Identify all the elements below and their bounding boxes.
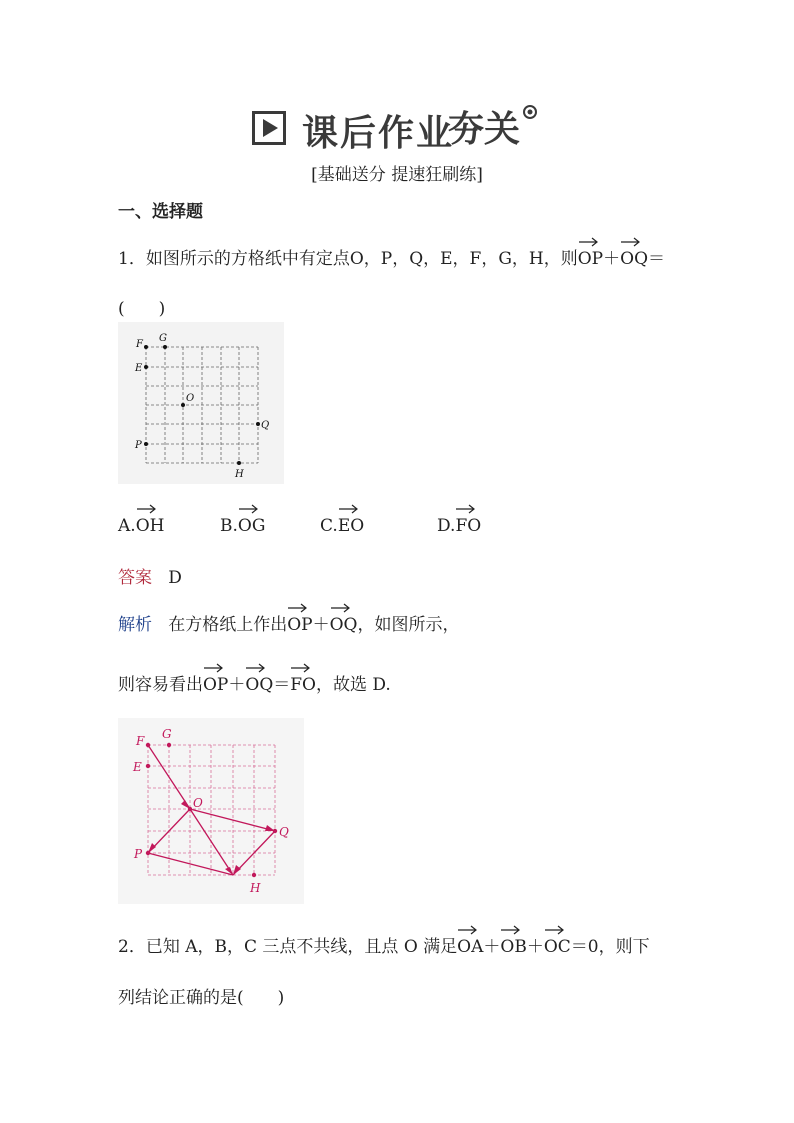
vector-arrow-icon: [287, 602, 307, 614]
section-title: 一、选择题: [118, 202, 203, 222]
vector-ob: OB: [500, 937, 526, 957]
point-h: [237, 461, 241, 465]
question-number: 1．: [118, 249, 146, 269]
vector-arrow-icon: [136, 503, 156, 515]
vector-oa: OA: [457, 937, 483, 957]
grid-figure-1: [118, 322, 284, 484]
vector-oq: OQ: [330, 615, 358, 635]
vector-oh: OH: [136, 516, 165, 536]
vector-arrow-icon: [544, 924, 564, 936]
label-g: G: [162, 727, 172, 741]
grid-figure-2: [118, 718, 304, 904]
point-h: [252, 873, 256, 877]
vector-arrow-icon: [338, 503, 358, 515]
label-g: G: [159, 333, 167, 344]
option-a[interactable]: A. OH: [118, 516, 164, 536]
analysis-label: 解析: [118, 615, 152, 635]
question-text: 如图所示的方格纸中有定点O，P，Q，E，F，G，H，则: [145, 249, 578, 269]
vector-oq: OQ: [620, 249, 648, 269]
label-o: O: [193, 796, 203, 810]
point-o: [188, 807, 192, 811]
point-e: [144, 365, 148, 369]
point-q: [273, 829, 277, 833]
vector-arrow-icon: [245, 662, 265, 674]
title-logo-icon: [446, 103, 540, 149]
label-e: E: [135, 363, 143, 374]
vector-arrow-icon: [455, 503, 475, 515]
point-g: [163, 345, 167, 349]
page-header: [0, 103, 794, 154]
svg-text:夯关: 夯关: [448, 109, 521, 149]
vector-fo: FO: [455, 516, 481, 536]
page-title: 课后作业: [302, 113, 455, 154]
answer-label: 答案: [118, 568, 152, 588]
question-2-line-2: 列结论正确的是( ): [118, 988, 285, 1008]
label-h: H: [235, 469, 244, 480]
label-f: F: [136, 339, 143, 350]
vector-arrow-icon: [238, 503, 258, 515]
vector-fo: FO: [290, 675, 316, 695]
point-o: [181, 403, 185, 407]
answer-value: D: [168, 568, 182, 588]
vector-arrow-icon: [457, 924, 477, 936]
vector-arrow-icon: [330, 602, 350, 614]
label-p: P: [135, 440, 142, 451]
vector-arrow-icon: [578, 236, 598, 248]
point-p: [146, 851, 150, 855]
vector-oc: OC: [544, 937, 571, 957]
label-h: H: [250, 881, 261, 895]
vector-eo: EO: [338, 516, 364, 536]
vector-op: OP: [578, 249, 603, 269]
option-c[interactable]: C. EO: [320, 516, 364, 536]
point-p: [144, 442, 148, 446]
point-g: [167, 743, 171, 747]
label-e: E: [133, 760, 142, 774]
vector-arrow-icon: [500, 924, 520, 936]
play-icon: [252, 111, 286, 145]
label-q: Q: [261, 420, 270, 431]
point-q: [256, 422, 260, 426]
answer-row: [118, 563, 182, 588]
equals-sign: ＝: [648, 249, 666, 269]
label-o: O: [186, 393, 195, 404]
vector-op: OP: [203, 675, 228, 695]
answer-blank: ( ): [118, 299, 166, 319]
plus-sign: ＋: [603, 249, 621, 269]
option-d[interactable]: D. FO: [437, 516, 481, 536]
analysis-line-2: 则容易看出 OP＋ OQ＝ FO，故选 D.: [118, 670, 391, 695]
vector-arrow-icon: [203, 662, 223, 674]
vector-oq: OQ: [245, 675, 273, 695]
analysis-line-1: 解析 在方格纸上作出 OP＋ OQ，如图所示，: [118, 610, 459, 635]
subtitle: [基础送分 提速狂刷练]: [311, 165, 483, 185]
vector-op: OP: [287, 615, 312, 635]
label-f: F: [136, 734, 145, 748]
option-b[interactable]: B. OG: [220, 516, 265, 536]
vector-arrow-icon: [290, 662, 310, 674]
vector-og: OG: [238, 516, 266, 536]
point-e: [146, 764, 150, 768]
question-1-stem: [118, 244, 665, 269]
point-f: [146, 743, 150, 747]
question-2-stem: 2．已知 A，B，C 三点不共线，且点 O 满足 OA＋ OB＋ OC＝0，则下: [118, 932, 650, 957]
point-f: [144, 345, 148, 349]
vector-arrow-icon: [620, 236, 640, 248]
label-p: P: [134, 847, 143, 861]
label-q: Q: [279, 825, 289, 839]
